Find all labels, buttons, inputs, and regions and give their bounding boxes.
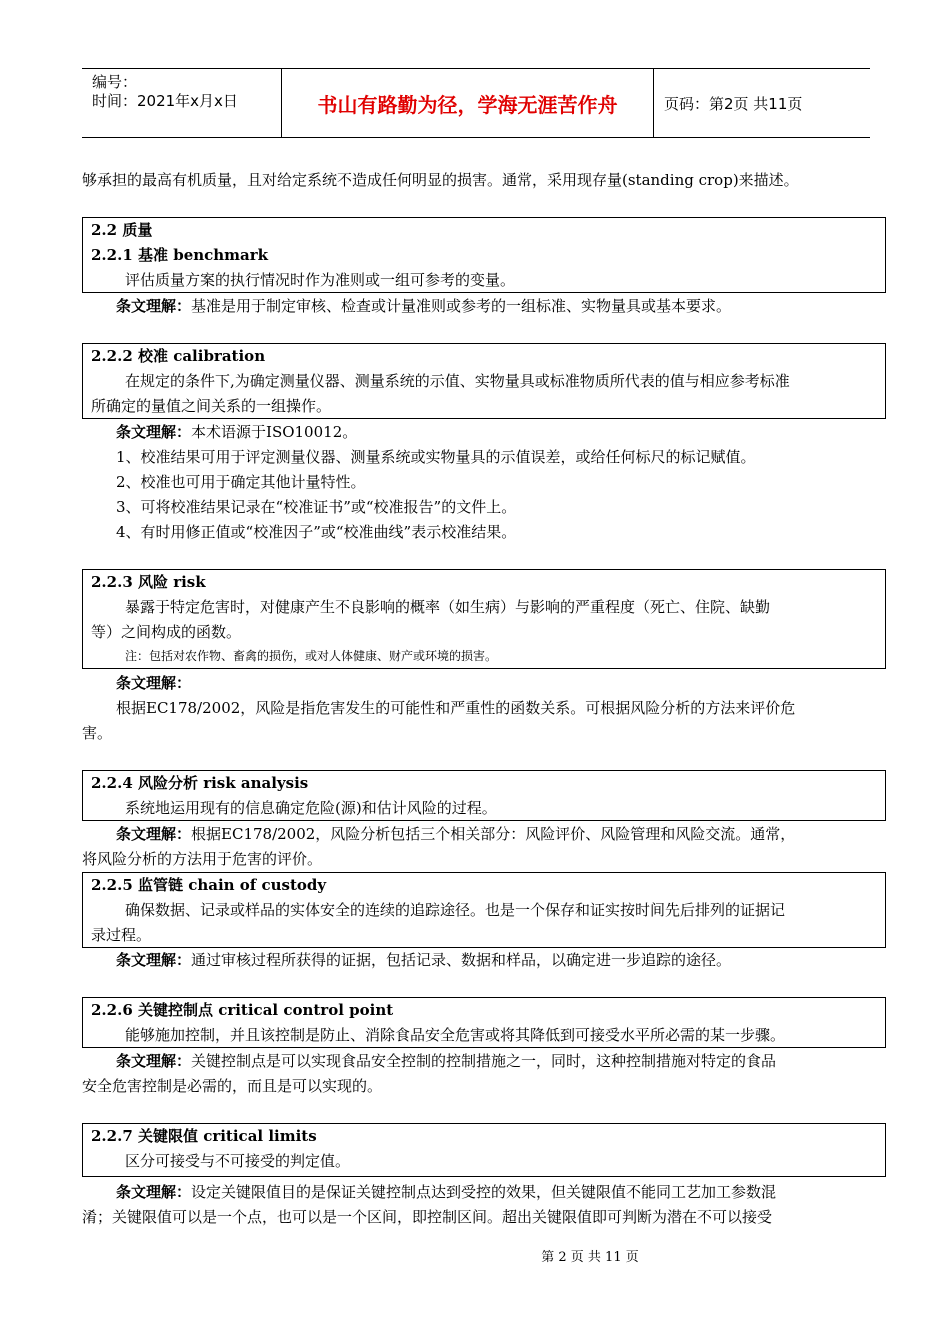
term-box-risk-analysis xyxy=(82,770,886,821)
note-text: 基准是用于制定审核、检查或计量准则或参考的一组标准、实物量具或基本要求。 xyxy=(191,297,732,315)
note-label: 条文理解： xyxy=(116,674,192,692)
list-item: 2、校准也可用于确定其他计量特性。 xyxy=(116,473,366,491)
date-label: 时间：2021年x月x日 xyxy=(92,92,238,110)
note-label: 条文理解： xyxy=(116,297,192,315)
note-calibration xyxy=(82,420,916,445)
note-label: 条文理解： xyxy=(116,825,192,843)
note-text: 本术语源于ISO10012。 xyxy=(191,423,358,441)
term-definition-line1: 暴露于特定危害时，对健康产生不良影响的概率（如生病）与影响的严重程度（死亡、住院、缺勤 xyxy=(125,598,771,616)
term-box-critical-control-point xyxy=(82,997,886,1048)
note-chain-of-custody xyxy=(82,948,916,973)
term-definition-line2: 录过程。 xyxy=(91,926,152,944)
note-label: 条文理解： xyxy=(116,423,192,441)
note-text-line1: 根据EC178/2002，风险分析包括三个相关部分：风险评价、风险管理和风险交流。通常， xyxy=(191,825,796,843)
term-definition: 区分可接受与不可接受的判定值。 xyxy=(125,1152,351,1170)
note-label: 条文理解： xyxy=(116,951,192,969)
term-box-risk xyxy=(82,569,886,669)
term-definition-line2: 等）之间构成的函数。 xyxy=(91,623,242,641)
term-title: 2.2.5 监管链 chain of custody xyxy=(91,876,327,894)
list-item: 3、可将校准结果记录在“校准证书”或“校准报告”的文件上。 xyxy=(116,498,517,516)
note-text-line1: 关键控制点是可以实现食品安全控制的控制措施之一，同时，这种控制措施对特定的食品 xyxy=(191,1052,777,1070)
note-text-line2: 淆；关键限值可以是一个点，也可以是一个区间，即控制区间。超出关键限值即可判断为潜在不可以接受 xyxy=(82,1208,773,1226)
term-definition: 系统地运用现有的信息确定危险(源)和估计风险的过程。 xyxy=(125,799,497,817)
term-title: 2.2.3 风险 risk xyxy=(91,573,206,591)
list-item: 1、校准结果可用于评定测量仪器、测量系统或实物量具的示值误差，或给任何标尺的标记赋值。 xyxy=(116,448,756,466)
list-item: 4、有时用修正值或“校准因子”或“校准曲线”表示校准结果。 xyxy=(116,523,517,541)
term-small-note: 注：包括对农作物、畜禽的损伤，或对人体健康、财产或环境的损害。 xyxy=(125,649,498,663)
term-title: 2.2.2 校准 calibration xyxy=(91,347,266,365)
term-box-chain-of-custody xyxy=(82,872,886,948)
term-definition-line1: 在规定的条件下,为确定测量仪器、测量系统的示值、实物量具或标准物质所代表的值与相应参考标准 xyxy=(125,372,790,390)
intro-paragraph: 够承担的最高有机质量，且对给定系统不造成任何明显的损害。通常，采用现存量(standing crop)来描述。 xyxy=(82,171,799,189)
term-title: 2.2.6 关键控制点 critical control point xyxy=(91,1001,394,1019)
note-label: 条文理解： xyxy=(116,1052,192,1070)
term-box-benchmark xyxy=(82,217,886,293)
term-box-calibration xyxy=(82,343,886,419)
note-risk-analysis xyxy=(82,822,916,847)
note-label: 条文理解： xyxy=(116,1183,192,1201)
term-definition: 能够施加控制，并且该控制是防止、消除食品安全危害或将其降低到可接受水平所必需的某一步骤。 xyxy=(125,1026,786,1044)
header-meta xyxy=(82,69,282,137)
note-critical-control-point xyxy=(82,1049,916,1074)
note-critical-limits xyxy=(82,1180,916,1205)
term-definition: 评估质量方案的执行情况时作为准则或一组可参考的变量。 xyxy=(125,271,516,289)
term-title: 2.2.7 关键限值 critical limits xyxy=(91,1127,317,1145)
term-definition-line1: 确保数据、记录或样品的实体安全的连续的追踪途径。也是一个保存和证实按时间先后排列的证据记 xyxy=(125,901,786,919)
note-text-line1: 设定关键限值目的是保证关键控制点达到受控的效果，但关键限值不能同工艺加工参数混 xyxy=(191,1183,777,1201)
term-title: 2.2.1 基准 benchmark xyxy=(91,246,269,264)
term-definition-line2: 所确定的量值之间关系的一组操作。 xyxy=(91,397,332,415)
note-text-line1: 根据EC178/2002，风险是指危害发生的可能性和严重性的函数关系。可根据风险分析的方法来评价危 xyxy=(116,699,796,717)
note-text: 通过审核过程所获得的证据，包括记录、数据和样品，以确定进一步追踪的途径。 xyxy=(191,951,732,969)
section-heading: 2.2 质量 xyxy=(91,221,153,239)
page-header xyxy=(82,68,870,138)
page-footer: 第 2 页 共 11 页 xyxy=(541,1250,639,1265)
term-title: 2.2.4 风险分析 risk analysis xyxy=(91,774,309,792)
header-page-info: 页码：第2页 共11页 xyxy=(664,94,803,113)
code-label: 编号： xyxy=(92,73,138,91)
term-box-critical-limits xyxy=(82,1123,886,1177)
note-text-line2: 害。 xyxy=(82,724,113,742)
note-text-line2: 将风险分析的方法用于危害的评价。 xyxy=(82,850,323,868)
header-motto: 书山有路勤为径，学海无涯苦作舟 xyxy=(282,69,654,137)
note-benchmark xyxy=(82,294,916,319)
note-text-line2: 安全危害控制是必需的，而且是可以实现的。 xyxy=(82,1077,383,1095)
